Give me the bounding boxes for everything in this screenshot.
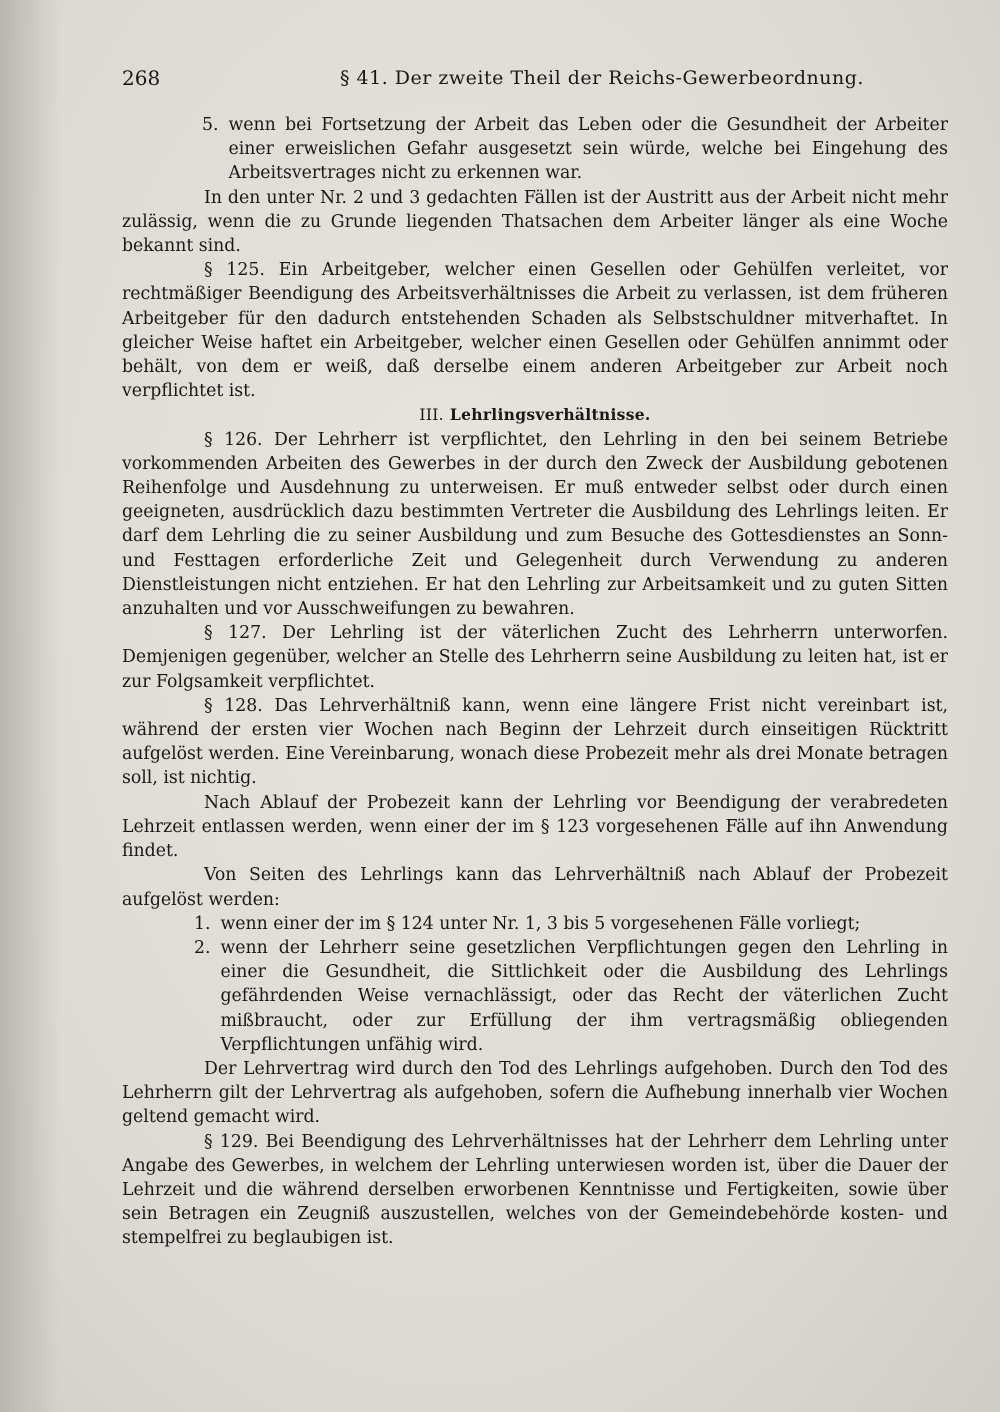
list-item [122,936,948,1057]
list-item-text: wenn einer der im § 124 unter Nr. 1, 3 bis 5 vorgesehenen Fälle vorliegt; [220,913,861,934]
section-heading [122,403,948,427]
list-item-number: 1. [194,913,211,934]
paragraph-lehrvertrag: Der Lehrvertrag wird durch den Tod des Lehrlings aufgehoben. Durch den Tod des Lehrherrn gilt der Lehrvertrag als aufgehoben, sofern die Aufhebung innerhalb vier Wochen geltend gemacht wird. [122,1058,948,1128]
page-number: 268 [122,66,161,90]
paragraph-von-seiten: Von Seiten des Lehrlings kann das Lehrverhältniß nach Ablauf der Probezeit aufgelöst werden: [122,865,948,910]
paragraph-austritt: In den unter Nr. 2 und 3 gedachten Fällen ist der Austritt aus der Arbeit nicht mehr zulässig, wenn die zu Grunde liegenden Thatsachen dem Arbeiter länger als eine Woche bekannt sind. [122,187,948,257]
page-header [122,66,952,96]
section-heading-number: III. [419,406,444,425]
page-body [122,113,948,1251]
paragraph-section-126: § 126. Der Lehrherr ist verpflichtet, den Lehrling in den bei seinem Betriebe vorkommenden Arbeiten des Gewerbes in der durch den Zweck der Ausbildung gebotenen Reihenfolge und Ausdehnung zu unterweisen. Er muß entweder selbst oder durch einen geeigneten, ausdrücklich dazu bestimmten Vertreter die Ausbildung des Lehrlings leiten. Er darf dem Lehrling die zu seiner Ausbildung und zum Besuche des Gottesdienstes an Sonn- und Festtagen erforderliche Zeit und Gelegenheit durch Verwendung zu anderen Dienstleistungen nicht entziehen. Er hat den Lehrling zur Arbeitsamkeit und zu guten Sitten anzuhalten und vor Ausschweifungen zu bewahren. [122,429,948,620]
paragraph-nach-ablauf: Nach Ablauf der Probezeit kann der Lehrling vor Beendigung der verabredeten Lehrzeit entlassen werden, wenn einer der im § 123 vorgesehenen Fälle auf ihn Anwendung findet. [122,792,948,862]
list-item-number: 2. [194,937,211,958]
termination-list [122,912,948,1057]
list-item [122,912,948,936]
section-heading-title: Lehrlingsverhältnisse. [449,405,651,425]
paragraph-section-129: § 129. Bei Beendigung des Lehrverhältnisses hat der Lehrherr dem Lehrling unter Angabe des Gewerbes, in welchem der Lehrling unterwiesen worden ist, über die Dauer der Lehrzeit und die während derselben erworbenen Kenntnisse und Fertigkeiten, sowie über sein Betragen ein Zeugniß auszustellen, welches von der Gemeindebehörde kosten- und stempelfrei zu beglaubigen ist. [122,1131,948,1249]
list-item-number: 5. [202,115,219,135]
paragraph-section-128: § 128. Das Lehrverhältniß kann, wenn eine längere Frist nicht vereinbart ist, während der ersten vier Wochen nach Beginn der Lehrzeit durch einseitigen Rücktritt aufgelöst werden. Eine Vereinbarung, wonach diese Probezeit mehr als drei Monate betragen soll, ist nichtig. [122,695,948,789]
list-item-text: wenn bei Fortsetzung der Arbeit das Leben oder die Gesundheit der Arbeiter einer erweislichen Gefahr ausgesetzt sein würde, welche bei Eingehung des Arbeitsvertrages nicht zu erkennen war. [228,115,948,184]
list-item-5 [122,113,948,186]
running-title: § 41. Der zweite Theil der Reichs-Gewerbeordnung. [340,67,864,89]
list-item-text: wenn der Lehrherr seine gesetzlichen Verpflichtungen gegen den Lehrling in einer die Gesundheit, die Sittlichkeit oder die Ausbildung des Lehrlings gefährdenden Weise vernachlässigt, oder das Recht der väterlichen Zucht mißbraucht, oder zur Erfüllung der ihm vertragsmäßig obliegenden Verpflichtungen unfähig wird. [220,937,948,1055]
paragraph-section-125: § 125. Ein Arbeitgeber, welcher einen Gesellen oder Gehülfen verleitet, vor rechtmäßiger Beendigung des Arbeitsverhältnisses die Arbeit zu verlassen, ist dem früheren Arbeitgeber für den dadurch entstehenden Schaden als Selbstschuldner mitverhaftet. In gleicher Weise haftet ein Arbeitgeber, welcher einen Gesellen oder Gehülfen annimmt oder behält, von dem er weiß, daß derselbe einem anderen Arbeitgeber zur Arbeit noch verpflichtet ist. [122,260,948,402]
paragraph-section-127: § 127. Der Lehrling ist der väterlichen Zucht des Lehrherrn unterworfen. Demjenigen gegenüber, welcher an Stelle des Lehrherrn seine Ausbildung zu leiten hat, ist er zur Folgsamkeit verpflichtet. [122,623,948,692]
